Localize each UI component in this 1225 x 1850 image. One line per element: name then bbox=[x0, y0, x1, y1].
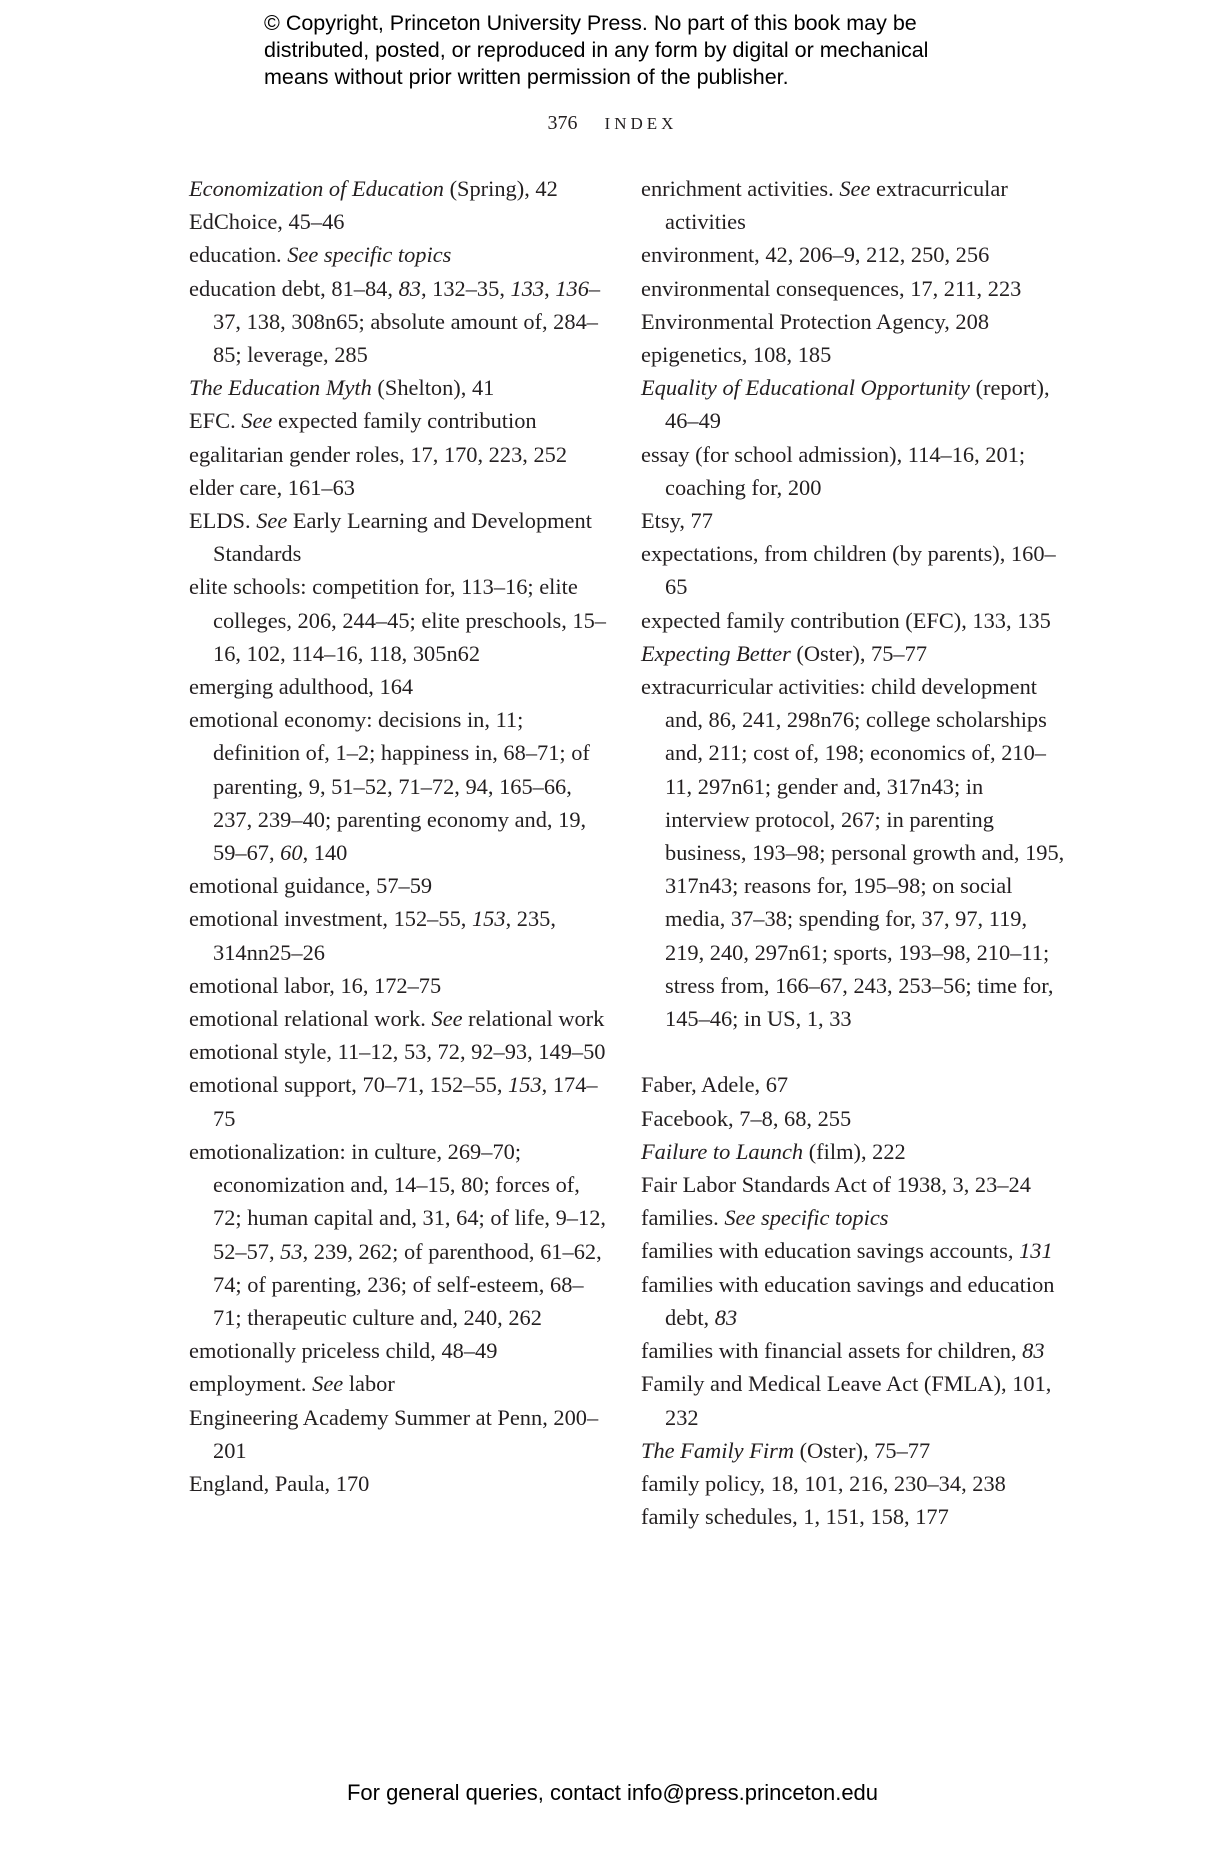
index-entry-text: Early Learning and Development Standards bbox=[213, 508, 592, 567]
index-entry bbox=[189, 1467, 609, 1500]
index-entry-text: family schedules, 1, 151, 158, 177 bbox=[641, 1504, 949, 1530]
index-entry bbox=[189, 504, 609, 570]
index-entry bbox=[641, 537, 1071, 603]
index-entry bbox=[189, 272, 609, 372]
index-entry-text: expected family contribution (EFC), 133, 135 bbox=[641, 607, 1051, 633]
index-entry-text: education debt, 81–84, bbox=[189, 275, 399, 301]
index-entry-italic: 83 bbox=[1022, 1338, 1045, 1364]
index-entry bbox=[641, 1500, 1071, 1533]
index-entry-text: egalitarian gender roles, 17, 170, 223, 252 bbox=[189, 441, 568, 467]
index-entry-text: emotional support, 70–71, 152–55, bbox=[189, 1072, 509, 1098]
index-entry-italic: See bbox=[312, 1371, 344, 1397]
index-entry-text: emotional style, 11–12, 53, 72, 92–93, 149–50 bbox=[189, 1039, 606, 1065]
index-entry bbox=[189, 670, 609, 703]
index-entry bbox=[641, 1268, 1071, 1334]
index-entry bbox=[641, 305, 1071, 338]
index-entry bbox=[189, 869, 609, 902]
index-entry-italic: Equality of Educational Opportunity bbox=[641, 375, 970, 401]
index-entry bbox=[641, 1234, 1071, 1267]
section-title: INDEX bbox=[604, 114, 678, 133]
index-entry bbox=[189, 205, 609, 238]
index-entry bbox=[189, 1334, 609, 1367]
index-entry-text: extracurricular activities bbox=[665, 176, 1008, 235]
index-entry-italic: Expecting Better bbox=[641, 640, 791, 666]
index-entry bbox=[641, 1168, 1071, 1201]
copyright-line: distributed, posted, or reproduced in any form by digital or mechanical bbox=[264, 38, 929, 62]
index-entry-text: Engineering Academy Summer at Penn, 200–201 bbox=[189, 1404, 599, 1463]
index-entry-italic: 136 bbox=[555, 275, 589, 301]
index-entry-text: Facebook, 7–8, 68, 255 bbox=[641, 1105, 852, 1131]
index-entry bbox=[189, 1401, 609, 1467]
index-entry bbox=[189, 1002, 609, 1035]
index-entry bbox=[641, 438, 1071, 504]
index-entry bbox=[641, 637, 1071, 670]
index-column-left bbox=[189, 172, 609, 1500]
index-entry bbox=[641, 1367, 1071, 1433]
index-entry-italic: 153 bbox=[508, 1072, 542, 1098]
index-entry bbox=[641, 670, 1071, 1035]
index-entry-text: (report), 46–49 bbox=[665, 375, 1050, 434]
index-entry-text: , bbox=[544, 275, 556, 301]
index-entry-italic: See specific topics bbox=[724, 1205, 889, 1231]
index-entry-text: elite schools: competition for, 113–16; elite colleges, 206, 244–45; elite preschools, 15–16, 102, 114–16, 118, 305n62 bbox=[189, 574, 607, 666]
index-entry bbox=[189, 471, 609, 504]
index-entry bbox=[189, 969, 609, 1002]
index-entry-text: labor bbox=[343, 1371, 395, 1397]
index-entry-text: (film), 222 bbox=[803, 1138, 906, 1164]
index-column-right bbox=[641, 172, 1071, 1533]
index-entry-text: expectations, from children (by parents), 160–65 bbox=[641, 541, 1056, 600]
index-entry-text: , 235, 314nn25–26 bbox=[213, 906, 556, 965]
index-entry-text: Family and Medical Leave Act (FMLA), 101, 232 bbox=[641, 1371, 1052, 1430]
copyright-line: means without prior written permission of the publisher. bbox=[264, 65, 789, 89]
index-entry-text: families with financial assets for children, bbox=[641, 1338, 1023, 1364]
running-head bbox=[0, 112, 1225, 135]
index-entry-text: environment, 42, 206–9, 212, 250, 256 bbox=[641, 242, 990, 268]
index-entry-italic: See bbox=[256, 508, 288, 534]
index-entry-text: , 132–35, bbox=[420, 275, 511, 301]
index-entry bbox=[641, 238, 1071, 271]
index-entry bbox=[641, 504, 1071, 537]
index-entry-text: (Shelton), 41 bbox=[371, 375, 495, 401]
index-entry-italic: 133 bbox=[510, 275, 545, 301]
index-entry-text: England, Paula, 170 bbox=[189, 1470, 370, 1496]
index-entry bbox=[189, 703, 609, 869]
index-entry-italic: 153 bbox=[471, 906, 506, 932]
index-entry bbox=[641, 272, 1071, 305]
index-entry bbox=[189, 238, 609, 271]
index-entry bbox=[189, 1135, 609, 1334]
index-entry-text: EdChoice, 45–46 bbox=[189, 209, 345, 235]
index-entry bbox=[189, 1068, 609, 1134]
index-entry-text: Fair Labor Standards Act of 1938, 3, 23–24 bbox=[641, 1172, 1031, 1198]
index-entry-italic: The Education Myth bbox=[189, 375, 372, 401]
index-entry-text: relational work bbox=[462, 1006, 605, 1032]
index-entry-text: emerging adulthood, 164 bbox=[189, 674, 414, 700]
index-entry-text: EFC. bbox=[189, 408, 242, 434]
index-entry bbox=[641, 1334, 1071, 1367]
index-entry bbox=[641, 1135, 1071, 1168]
index-entry bbox=[189, 404, 609, 437]
index-entry-text: essay (for school admission), 114–16, 201; coaching for, 200 bbox=[641, 441, 1026, 500]
index-entry-text: families with education savings and education debt, bbox=[641, 1271, 1055, 1330]
index-entry-text: extracurricular activities: child development and, 86, 241, 298n76; college scholarships and, 211; cost of, 198; economics of, 210–11, 297n61; gender and, 317n43; in interview protocol, 267; in parenting business, 193–98; personal growth and, 195, 317n43; reasons for, 195–98; on social media, 37–38; spending for, 37, 97, 119, 219, 240, 297n61; sports, 193–98, 210–11; stress from, 166–67, 243, 253–56; time for, 145–46; in US, 1, 33 bbox=[641, 674, 1065, 1032]
index-entry-text: Faber, Adele, 67 bbox=[641, 1072, 789, 1098]
index-entry bbox=[641, 1467, 1071, 1500]
index-entry-text: education. bbox=[189, 242, 288, 268]
index-entry-italic: The Family Firm bbox=[641, 1437, 794, 1463]
index-entry bbox=[641, 1068, 1071, 1101]
index-entry-text: (Spring), 42 bbox=[443, 176, 558, 201]
index-entry-text: emotional economy: decisions in, 11; definition of, 1–2; happiness in, 68–71; of parenting, 9, 51–52, 71–72, 94, 165–66, 237, 239–40; parenting economy and, 19, 59–67, bbox=[189, 707, 590, 866]
index-entry-text: epigenetics, 108, 185 bbox=[641, 342, 832, 368]
index-entry-text: ELDS. bbox=[189, 508, 257, 534]
index-entry bbox=[641, 1434, 1071, 1467]
footer-contact: For general queries, contact info@press.princeton.edu bbox=[346, 1780, 879, 1805]
index-entry-text: –37, 138, 308n65; absolute amount of, 284–85; leverage, 285 bbox=[213, 275, 601, 368]
index-entry-text: emotional investment, 152–55, bbox=[189, 906, 472, 932]
index-entry-italic: See bbox=[431, 1006, 463, 1032]
index-entry bbox=[189, 1035, 609, 1068]
index-entry-text: emotional guidance, 57–59 bbox=[189, 873, 433, 899]
index-entry-text: elder care, 161–63 bbox=[189, 474, 355, 500]
index-entry-text: emotionalization: in culture, 269–70; economization and, 14–15, 80; forces of, 72; human capital and, 31, 64; of life, 9–12, 52–57, bbox=[189, 1138, 606, 1264]
index-entry-text: (Oster), 75–77 bbox=[790, 640, 928, 666]
index-entry-text: , 174–75 bbox=[213, 1072, 598, 1131]
index-entry-italic: See specific topics bbox=[287, 242, 452, 268]
index-entry bbox=[189, 438, 609, 471]
index-entry bbox=[641, 172, 1071, 238]
index-entry-text: emotionally priceless child, 48–49 bbox=[189, 1338, 498, 1364]
index-entry-text: emotional labor, 16, 172–75 bbox=[189, 972, 442, 998]
index-entry bbox=[641, 604, 1071, 637]
index-entry-text: families with education savings accounts, bbox=[641, 1238, 1020, 1264]
index-entry bbox=[641, 1201, 1071, 1234]
index-entry-italic: See bbox=[241, 408, 273, 434]
index-entry-text: families. bbox=[641, 1205, 725, 1231]
index-entry bbox=[641, 371, 1071, 437]
index-entry-text: environmental consequences, 17, 211, 223 bbox=[641, 275, 1022, 301]
index-entry-text: enrichment activities. bbox=[641, 176, 840, 201]
index-entry-text: emotional relational work. bbox=[189, 1006, 432, 1032]
index-entry bbox=[189, 1367, 609, 1400]
index-entry bbox=[641, 1102, 1071, 1135]
index-entry bbox=[189, 172, 609, 205]
index-entry-text: Etsy, 77 bbox=[641, 508, 713, 534]
index-entry-text: expected family contribution bbox=[272, 408, 537, 434]
page-number: 376 bbox=[547, 112, 578, 134]
index-entry-text: (Oster), 75–77 bbox=[794, 1437, 931, 1463]
index-entry-text: , 239, 262; of parenthood, 61–62, 74; of parenting, 236; of self-esteem, 68–71; therapeutic culture and, 240, 262 bbox=[213, 1238, 602, 1330]
index-entry bbox=[641, 338, 1071, 371]
index-entry-italic: See bbox=[839, 176, 871, 201]
index-entry bbox=[189, 570, 609, 670]
index-entry-italic: 53 bbox=[280, 1238, 303, 1264]
index-entry-italic: Failure to Launch bbox=[641, 1138, 804, 1164]
index-entry-text: Environmental Protection Agency, 208 bbox=[641, 308, 990, 334]
letter-group-gap bbox=[641, 1035, 1071, 1068]
index-entry-text: employment. bbox=[189, 1371, 313, 1397]
index-entry bbox=[189, 902, 609, 968]
copyright-line: © Copyright, Princeton University Press. No part of this book may be bbox=[264, 11, 917, 35]
index-entry-italic: 131 bbox=[1019, 1238, 1053, 1264]
index-entry bbox=[189, 371, 609, 404]
index-entry-italic: 83 bbox=[714, 1304, 738, 1330]
index-entry-italic: Economization of Education bbox=[189, 176, 444, 201]
copyright-notice bbox=[264, 10, 1044, 91]
index-entry-italic: 83 bbox=[398, 275, 421, 301]
index-entry-italic: 60 bbox=[280, 840, 303, 866]
index-entry-text: family policy, 18, 101, 216, 230–34, 238 bbox=[641, 1470, 1006, 1496]
index-entry-text: , 140 bbox=[302, 840, 348, 866]
